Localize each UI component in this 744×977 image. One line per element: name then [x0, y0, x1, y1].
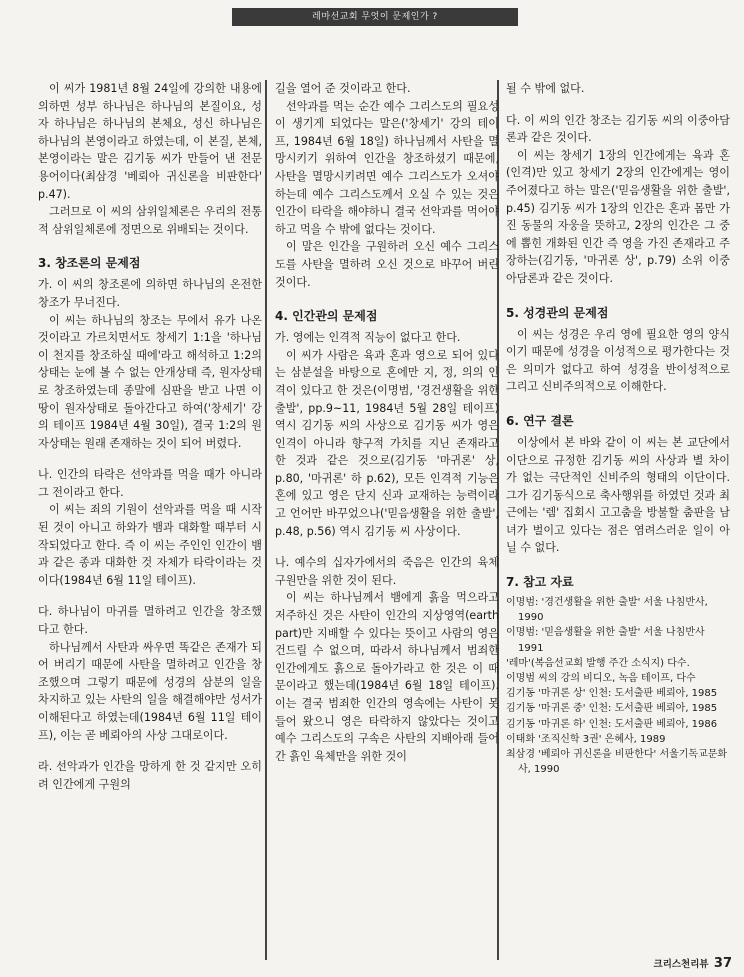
reference-item: 이명범 씨의 강의 비디오, 녹음 테이프, 다수: [506, 673, 696, 685]
section-heading: 3. 창조론의 문제점: [38, 256, 141, 271]
paragraph: 하나님께서 사탄과 싸우면 똑같은 존재가 되어 버리기 때문에 사탄을 멸하려고 인간을 창조했으며 그렇기 때문에 성경의 삼분의 일을 차지하고 있는 사탄의 일을 해결해야만 성서가 이해된다고 하였는데(1984년 6월 11일 테이프), 이는 곧 베뢰아의 사상 그대로이다.: [38, 640, 262, 742]
paragraph: 길을 열어 준 것이라고 한다.: [275, 82, 411, 95]
reference-item: 김기동 '마귀론 하' 인천: 도서출판 베뢰아, 1986: [506, 718, 718, 730]
reference-item: 김기동 '마귀론 상' 인천: 도서출판 베뢰아, 1985: [506, 688, 718, 700]
paragraph: 그러므로 이 씨의 삼위일체론은 우리의 전통적 삼위일체론에 정면으로 위배되는 것이다.: [38, 205, 262, 236]
subheading: 나. 인간의 타락은 선악과를 먹을 때가 아니라 그 전이라고 한다.: [38, 468, 262, 499]
subheading: 가. 이 씨의 창조론에 의하면 하나님의 온전한 창조가 무너진다.: [38, 278, 262, 309]
paragraph: 될 수 밖에 없다.: [506, 82, 585, 95]
subheading: 나. 예수의 십자가에서의 죽음은 인간의 육체 구원만을 위한 것이 된다.: [275, 556, 499, 587]
subheading: 라. 선악과가 인간을 망하게 한 것 같지만 오히려 인간에게 구원의: [38, 760, 262, 791]
page-footer: [654, 956, 732, 971]
paragraph: 선악과를 먹는 순간 예수 그리스도의 필요성이 생기게 되었다는 말은('창세기' 강의 테이프, 1984년 6월 18일) 하나님께서 사탄을 멸망시키기 위하여 인간을 창조하셨기 때문에, 사탄을 멸망시키려면 예수 그리스도가 오셔야 하는데 예수 그리스도께서 오실 수 있는 것은 인간이 타락을 해야하니 결국 선악과를 먹어야 하고 먹을 수 밖에 없다는 것이다.: [275, 99, 499, 236]
column-1: [38, 80, 262, 793]
column-2: [275, 80, 499, 765]
section-heading: 5. 성경관의 문제점: [506, 305, 609, 320]
reference-item: '레마'(복음선교회 발행 주간 소식지) 다수.: [506, 657, 690, 669]
paragraph: 이 말은 인간을 구원하러 오신 예수 그리스도를 사탄을 멸하려 오신 것으로 바꾸어 버린 것이다.: [275, 240, 499, 289]
reference-list: [506, 595, 730, 777]
section-heading: 7. 참고 자료: [506, 575, 574, 590]
paragraph: 이 씨가 사람은 육과 혼과 영으로 되어 있다는 삼분설을 바탕으로 혼에만 지, 정, 의의 인격이 있다고 한 것은(이명범, '경건생활을 위한 출발', pp.9~11, 1984년 5월 28일 테이프) 역시 김기동 씨의 사상으로 김기동 씨가 영은 인격이 아니라 향구적 가치를 지닌 존재라고 한 것과 같은 것으로(김기동 '마귀론' 상, p.80, '마귀론' 하 p.62), 모든 인격적 기능은 혼에 있고 영은 단지 신과 교재하는 능력이라고 언어만 바꾸었으나('믿음생활을 위한 출발', p.48, p.56) 역시 김기동 씨 사상이다.: [275, 348, 499, 538]
subheading: 다. 하나님이 마귀를 멸하려고 인간을 창조했다고 한다.: [38, 605, 262, 637]
reference-item: 이명범: '경건생활을 위한 출발' 서울 나침반사, 1990: [506, 597, 708, 624]
reference-item: 이태화 '조직신학 3권' 은혜사, 1989: [506, 733, 666, 745]
paragraph: 이 씨는 성경은 우리 영에 필요한 영의 양식이기 때문에 성경을 이성적으로 평가한다는 것은 의미가 없다고 하여 성경을 반이성적으로 그리고 신비주의적으로 이해한다.: [506, 327, 730, 394]
subheading: 다. 이 씨의 인간 창조는 김기동 씨의 이중아담론과 같은 것이다.: [506, 113, 730, 145]
running-header: 레마선교회 무엇이 문제인가 ?: [232, 8, 518, 26]
reference-item: 김기동 '마귀론 중' 인천: 도서출판 베뢰아, 1985: [506, 703, 718, 715]
reference-item: 최삼경 '베뢰아 귀신론을 비판한다' 서울기독교문화사, 1990: [506, 749, 728, 776]
column-3: [506, 80, 730, 778]
page-number: 37: [713, 956, 732, 971]
section-heading: 6. 연구 결론: [506, 413, 574, 428]
paragraph: 이 씨는 죄의 기원이 선악과를 먹을 때 시작된 것이 아니고 하와가 뱀과 대화할 때부터 시작되었다고 한다. 즉 이 씨는 주인인 인간이 뱀과 같은 종과 대화한 것 자체가 타락이라는 것이다(1984년 6월 11일 테이프).: [38, 503, 262, 587]
column-divider: [265, 80, 267, 960]
magazine-name: 크리스천리뷰: [653, 959, 709, 970]
section-heading: 4. 인간관의 문제점: [275, 309, 378, 324]
paragraph: 이 씨가 1981년 8월 24일에 강의한 내용에 의하면 성부 하나님은 하나님의 본질이요, 성자 하나님은 하나님의 본체요, 성신 하나님은 하나님의 본영이라고 하였는데, 이 본질, 본체, 본영이라는 말은 김기동 씨가 만들어 낸 전문용어이다(최삼경 '베뢰아 귀신론을 비판한다' p.47).: [38, 82, 262, 201]
paragraph: 이상에서 본 바와 같이 이 씨는 본 교단에서 이단으로 규정한 김기동 씨의 사상과 별 차이가 없는 극단적인 신비주의 형태의 이단이다. 그가 김기동식으로 축사행위를 하였던 것과 최근에는 '렘' 집회시 고고춤을 방불할 춤판을 남녀가 벌이고 있다는 점은 염려스러운 일이 아닐 수 없다.: [506, 435, 730, 555]
subheading: 가. 영에는 인격적 직능이 없다고 한다.: [275, 331, 461, 345]
paragraph: 이 씨는 하나님께서 뱀에게 흙을 먹으라고 저주하신 것은 사탄이 인간의 지상영역(earth part)만 지배할 수 있다는 뜻이고 사람의 영은 건드릴 수 없으며, 따라서 하나님께서 범죄한 인간에게도 흙으로 돌아가라고 한 것은 이 때문이라고 했는데(1984년 6월 18일 테이프). 이는 결국 범죄한 인간의 영속에는 사탄이 못들어 왔으니 영은 타락하지 않았다는 것이고 예수 그리스도의 구속은 사탄의 지배아래 들어간 흙인 육체만을 위한 것이: [275, 591, 499, 763]
paragraph: 이 씨는 창세기 1장의 인간에게는 육과 혼(인격)만 있고 창세기 2장의 인간에게는 영이 주어졌다고 하는 말은('믿음생활을 위한 출발', p.45) 김기동 씨가 1장의 인간은 혼과 몸만 가진 동물의 자웅을 뜻하고, 2장의 인간은 그 중에 뽑힌 개화된 인간 즉 영을 가진 존재라고 주장하는(김기동, '마귀론 상', p.79) 소위 이중아담론과 같은 것이다.: [506, 148, 730, 285]
reference-item: 이명범: '믿음생활을 위한 출발' 서울 나침반사 1991: [506, 627, 705, 654]
paragraph: 이 씨는 하나님의 창조는 무에서 유가 나온 것이라고 가르치면서도 창세기 1:1을 '하나님이 천지를 창조하실 때에'라고 해석하고 1:2의 상태는 눈에 볼 수 없는 안개상태 즉, 원자상태로 창조하였는데 종말에 심판을 받고 나면 이 땅이 원자상태로 돌아간다고 하여('창세기' 강의 테이프 1984년 4월 30일), 결국 1:2의 원자상태는 원래 존재하는 것이 되어 버렸다.: [38, 313, 262, 450]
